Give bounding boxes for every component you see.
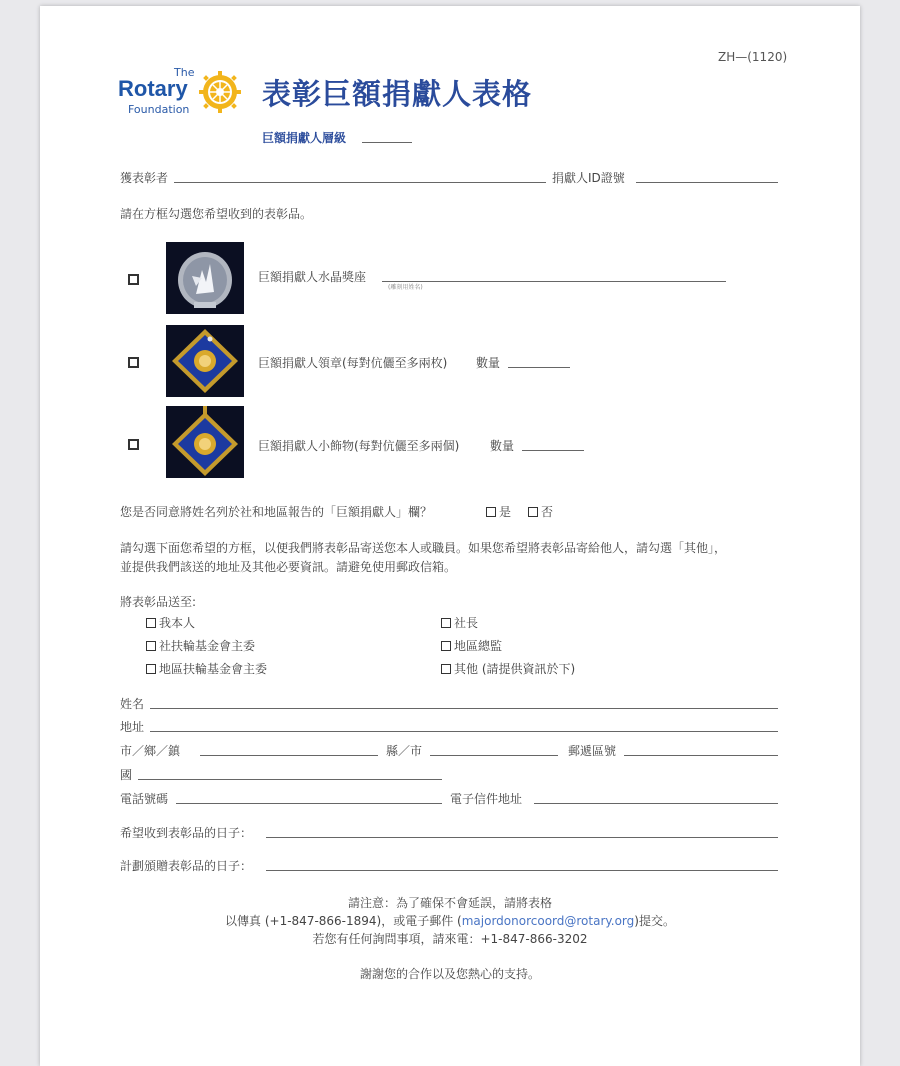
delivery-instruction-2: 並提供我們該送的地址及其他必要資訊。請避免使用郵政信箱。: [120, 560, 457, 574]
country-input[interactable]: [138, 779, 442, 780]
phone-input[interactable]: [176, 803, 442, 804]
send-district-chair-label: 地區扶輪基金會主委: [159, 662, 268, 676]
date-receive-label: 希望收到表彰品的日子：: [120, 826, 253, 840]
level-label: 巨額捐獻人層級: [262, 131, 347, 145]
logo-foundation: Foundation: [128, 103, 190, 116]
consent-no-label: 否: [541, 505, 554, 519]
charm-qty-label: 數量: [490, 439, 515, 453]
send-option-district-chair[interactable]: [146, 660, 267, 677]
postal-label: 郵遞區號: [568, 744, 617, 758]
pin-qty-label: 數量: [476, 356, 501, 370]
send-to-label: 將表彰品送至:: [120, 595, 197, 609]
pin-checkbox[interactable]: [128, 357, 139, 368]
consent-yes-option[interactable]: [486, 503, 511, 520]
footer-email-link[interactable]: majordonorcoord@rotary.org: [461, 914, 635, 928]
donor-id-label: 捐獻人ID證號: [552, 171, 625, 185]
logo-the: The: [174, 66, 195, 79]
consent-no-checkbox[interactable]: [528, 507, 538, 517]
send-option-president[interactable]: [441, 614, 478, 631]
rotary-logo: [118, 66, 248, 122]
delivery-instruction-1: 請勾選下面您希望的方框，以便我們將表彰品寄送您本人或職員。如果您希望將表彰品寄給他人，請勾選「其他」，: [120, 541, 727, 555]
send-other-label: 其他 (請提供資訊於下): [454, 662, 576, 676]
name-input[interactable]: [150, 708, 778, 709]
form-page: [40, 6, 860, 1066]
send-other-checkbox[interactable]: [441, 664, 451, 674]
item-charm-label: 巨額捐獻人小飾物(每對伉儷至多兩個): [258, 439, 460, 453]
level-input[interactable]: [362, 142, 412, 143]
address-label: 地址: [120, 720, 145, 734]
phone-label: 電話號碼: [120, 792, 169, 806]
country-label: 國: [120, 768, 133, 782]
send-option-club-chair[interactable]: [146, 637, 255, 654]
send-option-governor[interactable]: [441, 637, 502, 654]
footer-fax-text: 以傳真 (+1-847-866-1894)，或電子郵件 (: [225, 914, 462, 928]
date-present-label: 計劃頒贈表彰品的日子：: [120, 859, 253, 873]
name-label: 姓名: [120, 697, 145, 711]
send-governor-label: 地區總監: [454, 639, 503, 653]
footer-note-1: 請注意：為了確保不會延誤，請將表格: [347, 896, 552, 910]
rotary-wheel-icon: [198, 70, 242, 114]
engraving-name-input[interactable]: [382, 281, 726, 282]
county-label: 縣／市: [386, 744, 423, 758]
footer-note-2: [40, 912, 860, 929]
send-club-chair-checkbox[interactable]: [146, 641, 156, 651]
logo-rotary: Rotary: [118, 76, 188, 101]
county-input[interactable]: [430, 755, 558, 756]
city-input[interactable]: [200, 755, 378, 756]
consent-yes-label: 是: [499, 505, 512, 519]
recipient-input[interactable]: [174, 182, 546, 183]
crystal-award-image: [166, 242, 244, 314]
item-crystal-label: 巨額捐獻人水晶獎座: [258, 270, 367, 284]
footer-phone: 若您有任何詢問事項，請來電：+1-847-866-3202: [312, 932, 588, 946]
consent-question: 您是否同意將姓名列於社和地區報告的「巨額捐獻人」欄？: [120, 505, 433, 519]
date-receive-input[interactable]: [266, 837, 778, 838]
consent-no-option[interactable]: [528, 503, 553, 520]
send-president-label: 社長: [454, 616, 479, 630]
footer-submit-text: )提交。: [634, 914, 675, 928]
send-self-checkbox[interactable]: [146, 618, 156, 628]
donor-id-input[interactable]: [636, 182, 778, 183]
check-instruction: 請在方框勾選您希望收到的表彰品。: [120, 207, 313, 221]
charm-qty-input[interactable]: [522, 450, 584, 451]
charm-image: [166, 406, 244, 478]
send-club-chair-label: 社扶輪基金會主委: [159, 639, 256, 653]
pin-qty-input[interactable]: [508, 367, 570, 368]
postal-input[interactable]: [624, 755, 778, 756]
item-pin-label: 巨額捐獻人領章(每對伉儷至多兩枚): [258, 356, 448, 370]
send-district-chair-checkbox[interactable]: [146, 664, 156, 674]
send-option-other[interactable]: [441, 660, 575, 677]
recipient-label: 獲表彰者: [120, 171, 169, 185]
send-president-checkbox[interactable]: [441, 618, 451, 628]
consent-yes-checkbox[interactable]: [486, 507, 496, 517]
city-label: 市／鄉／鎮: [120, 744, 181, 758]
engraving-sublabel: (雕刻用姓名): [388, 284, 423, 291]
date-present-input[interactable]: [266, 870, 778, 871]
crystal-checkbox[interactable]: [128, 274, 139, 285]
address-input[interactable]: [150, 731, 778, 732]
footer-thanks: 謝謝您的合作以及您熱心的支持。: [359, 967, 540, 981]
pin-image: [166, 325, 244, 397]
page-title: 表彰巨額捐獻人表格: [262, 77, 533, 111]
send-governor-checkbox[interactable]: [441, 641, 451, 651]
email-label: 電子信件地址: [450, 792, 523, 806]
form-code: ZH—(1120): [718, 50, 788, 64]
send-self-label: 我本人: [159, 616, 196, 630]
email-input[interactable]: [534, 803, 778, 804]
charm-checkbox[interactable]: [128, 439, 139, 450]
send-option-self[interactable]: [146, 614, 195, 631]
